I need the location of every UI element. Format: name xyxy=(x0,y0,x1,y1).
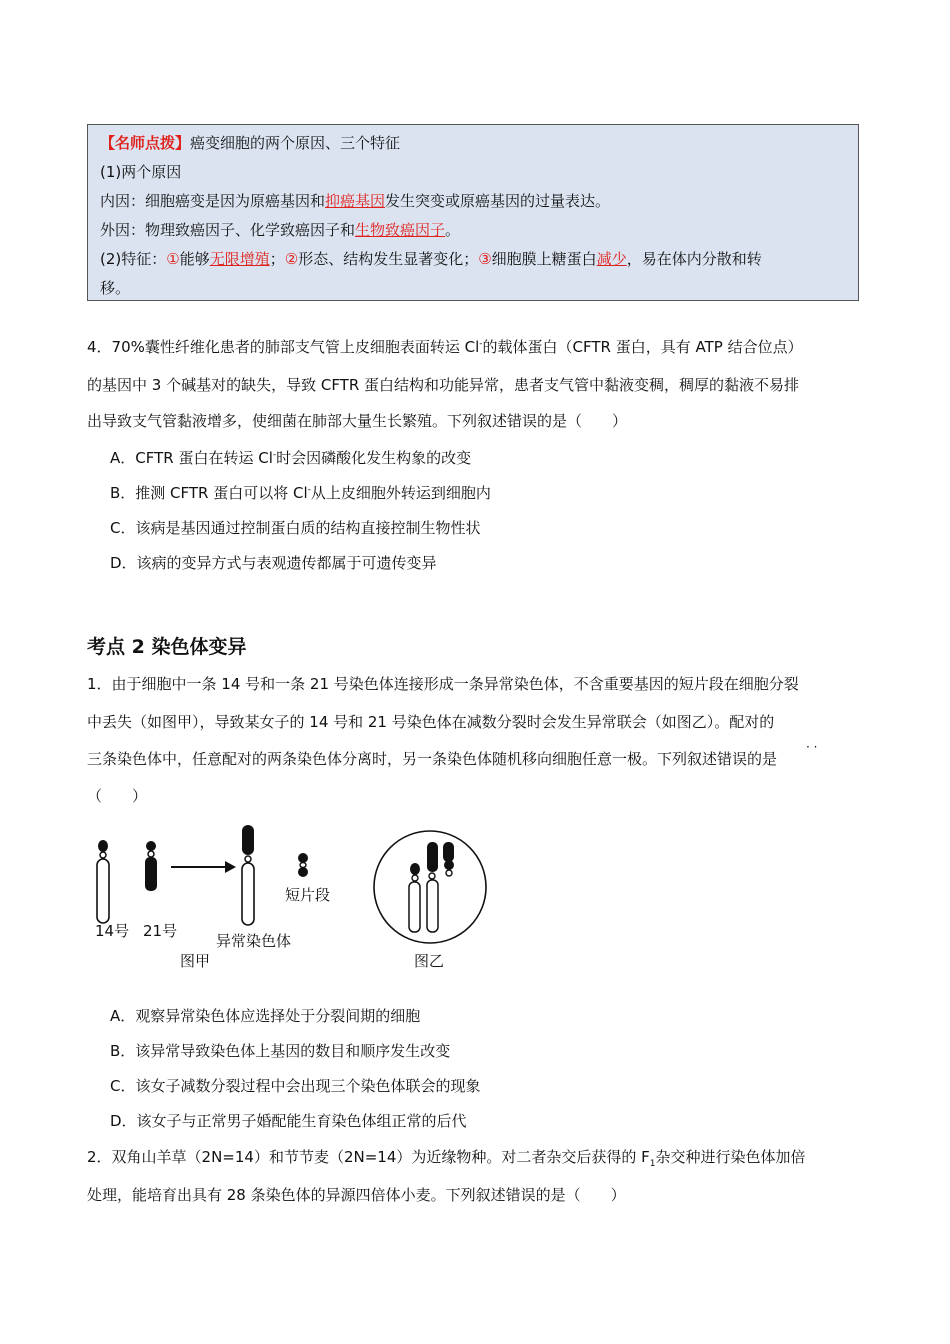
tip-line-3-underline: 生物致癌因子 xyxy=(355,221,446,239)
q4-option-b-sup: - xyxy=(307,485,311,495)
q1-option-d[interactable]: D．该女子与正常男子婚配能生育染色体组正常的后代 xyxy=(110,1112,467,1130)
q4-option-a-text2: 时会因磷酸化发生构象的改变 xyxy=(276,449,472,467)
q4-line-1-a: 4．70%囊性纤维化患者的肺部支气管上皮细胞表面转运 Cl xyxy=(87,338,480,356)
q1-line-4: （ ） xyxy=(87,787,148,805)
q1-line-3: 三条染色体中，任意配对的两条染色体分离时，另一条染色体随机移向细胞任意一极。下列叙述错误的是 xyxy=(87,750,778,768)
tip-line-4-d: 形态、结构发生显著变化； xyxy=(298,250,479,268)
q2-line-1-sub: 1 xyxy=(649,1159,656,1169)
tip-line-2-underline: 抑癌基因 xyxy=(325,192,386,210)
q1-option-a[interactable]: A．观察异常染色体应选择处于分裂间期的细胞 xyxy=(110,1007,421,1025)
q4-option-a[interactable] xyxy=(110,448,471,468)
tip-line-5: 移。 xyxy=(100,279,131,297)
q2-line-1-b: 杂交种进行染色体加倍 xyxy=(655,1148,806,1166)
chromosome-14-icon xyxy=(97,840,109,923)
label-abnormal-chromosome: 异常染色体 xyxy=(216,932,292,950)
tip-title-line xyxy=(100,133,400,153)
chromosome-21-icon xyxy=(145,841,157,891)
tip-line-3-b: 。 xyxy=(445,221,461,239)
tip-line-4-num3: ③ xyxy=(478,250,492,268)
q4-option-b-text: B．推测 CFTR 蛋白可以将 Cl xyxy=(110,484,308,502)
short-fragment-icon xyxy=(298,853,308,877)
section-heading: 考点 2 染色体变异 xyxy=(87,636,247,658)
tip-title: 癌变细胞的两个原因、三个特征 xyxy=(190,134,401,152)
teacher-tip-box xyxy=(87,124,859,301)
tip-line-4-f: ，易在体内分散和转 xyxy=(626,250,762,268)
q1-line-1: 1．由于细胞中一条 14 号和一条 21 号染色体连接形成一条异常染色体，不含重要基因的短片段在细胞分裂 xyxy=(87,675,799,693)
emphasis-dots: · · xyxy=(806,740,818,754)
q4-option-b-text2: 从上皮细胞外转运到细胞内 xyxy=(310,484,491,502)
tip-line-4-b: 能够 xyxy=(179,250,210,268)
tip-line-4-a: (2)特征： xyxy=(100,250,167,268)
tip-line-4-underline1: 无限增殖 xyxy=(209,250,270,268)
tip-line-2 xyxy=(100,191,610,211)
tip-line-4-e: 细胞膜上糖蛋白 xyxy=(491,250,597,268)
q4-option-b[interactable] xyxy=(110,483,491,503)
q4-option-a-sup: - xyxy=(272,450,277,460)
tip-line-4 xyxy=(100,249,762,269)
tip-line-3-a: 外因：物理致癌因子、化学致癌因子和 xyxy=(100,221,356,239)
tip-line-2-a: 内因：细胞癌变是因为原癌基因和 xyxy=(100,192,326,210)
q4-line-1-sup: - xyxy=(479,339,483,349)
q2-line-1 xyxy=(87,1147,806,1167)
q2-line-1-a: 2．双角山羊草（2N=14）和节节麦（2N=14）为近缘物种。对二者杂交后获得的 F xyxy=(87,1148,650,1166)
tip-label: 【名师点拨】 xyxy=(100,134,191,152)
caption-figure-b: 图乙 xyxy=(414,952,445,970)
q1-option-b[interactable]: B．该异常导致染色体上基因的数目和顺序发生改变 xyxy=(110,1042,451,1060)
q4-line-1-b: 的载体蛋白（CFTR 蛋白，具有 ATP 结合位点） xyxy=(482,338,803,356)
q4-line-2: 的基因中 3 个碱基对的缺失，导致 CFTR 蛋白结构和功能异常，患者支气管中黏液变稠，稠厚的黏液不易排 xyxy=(87,376,800,394)
abnormal-chromosome-icon xyxy=(242,825,254,925)
tip-line-4-c: ； xyxy=(269,250,285,268)
q4-option-d[interactable]: D．该病的变异方式与表观遗传都属于可遗传变异 xyxy=(110,554,437,572)
q4-line-1 xyxy=(87,337,803,357)
tip-line-4-underline2: 减少 xyxy=(596,250,627,268)
q4-option-a-text: A．CFTR 蛋白在转运 Cl xyxy=(110,449,273,467)
q1-line-2: 中丢失（如图甲），导致某女子的 14 号和 21 号染色体在减数分裂时会发生异常联会（如图乙）。配对的 xyxy=(87,713,775,731)
cell-synapsis-icon xyxy=(374,831,486,943)
q4-option-c[interactable]: C．该病是基因通过控制蛋白质的结构直接控制生物性状 xyxy=(110,519,481,537)
tip-line-3 xyxy=(100,220,460,240)
arrow-icon xyxy=(171,861,236,873)
tip-line-4-num1: ① xyxy=(166,250,180,268)
label-14: 14号 xyxy=(95,922,130,940)
q1-option-c[interactable]: C．该女子减数分裂过程中会出现三个染色体联会的现象 xyxy=(110,1077,481,1095)
tip-line-1: (1)两个原因 xyxy=(100,163,182,181)
tip-line-2-b: 发生突变或原癌基因的过量表达。 xyxy=(385,192,611,210)
q4-line-3: 出导致支气管黏液增多，使细菌在肺部大量生长繁殖。下列叙述错误的是（ ） xyxy=(87,412,628,430)
label-short-fragment: 短片段 xyxy=(285,886,331,904)
caption-figure-a: 图甲 xyxy=(180,952,211,970)
label-21: 21号 xyxy=(143,922,178,940)
q2-line-2: 处理，能培育出具有 28 条染色体的异源四倍体小麦。下列叙述错误的是（ ） xyxy=(87,1186,626,1204)
tip-line-4-num2: ② xyxy=(284,250,299,268)
